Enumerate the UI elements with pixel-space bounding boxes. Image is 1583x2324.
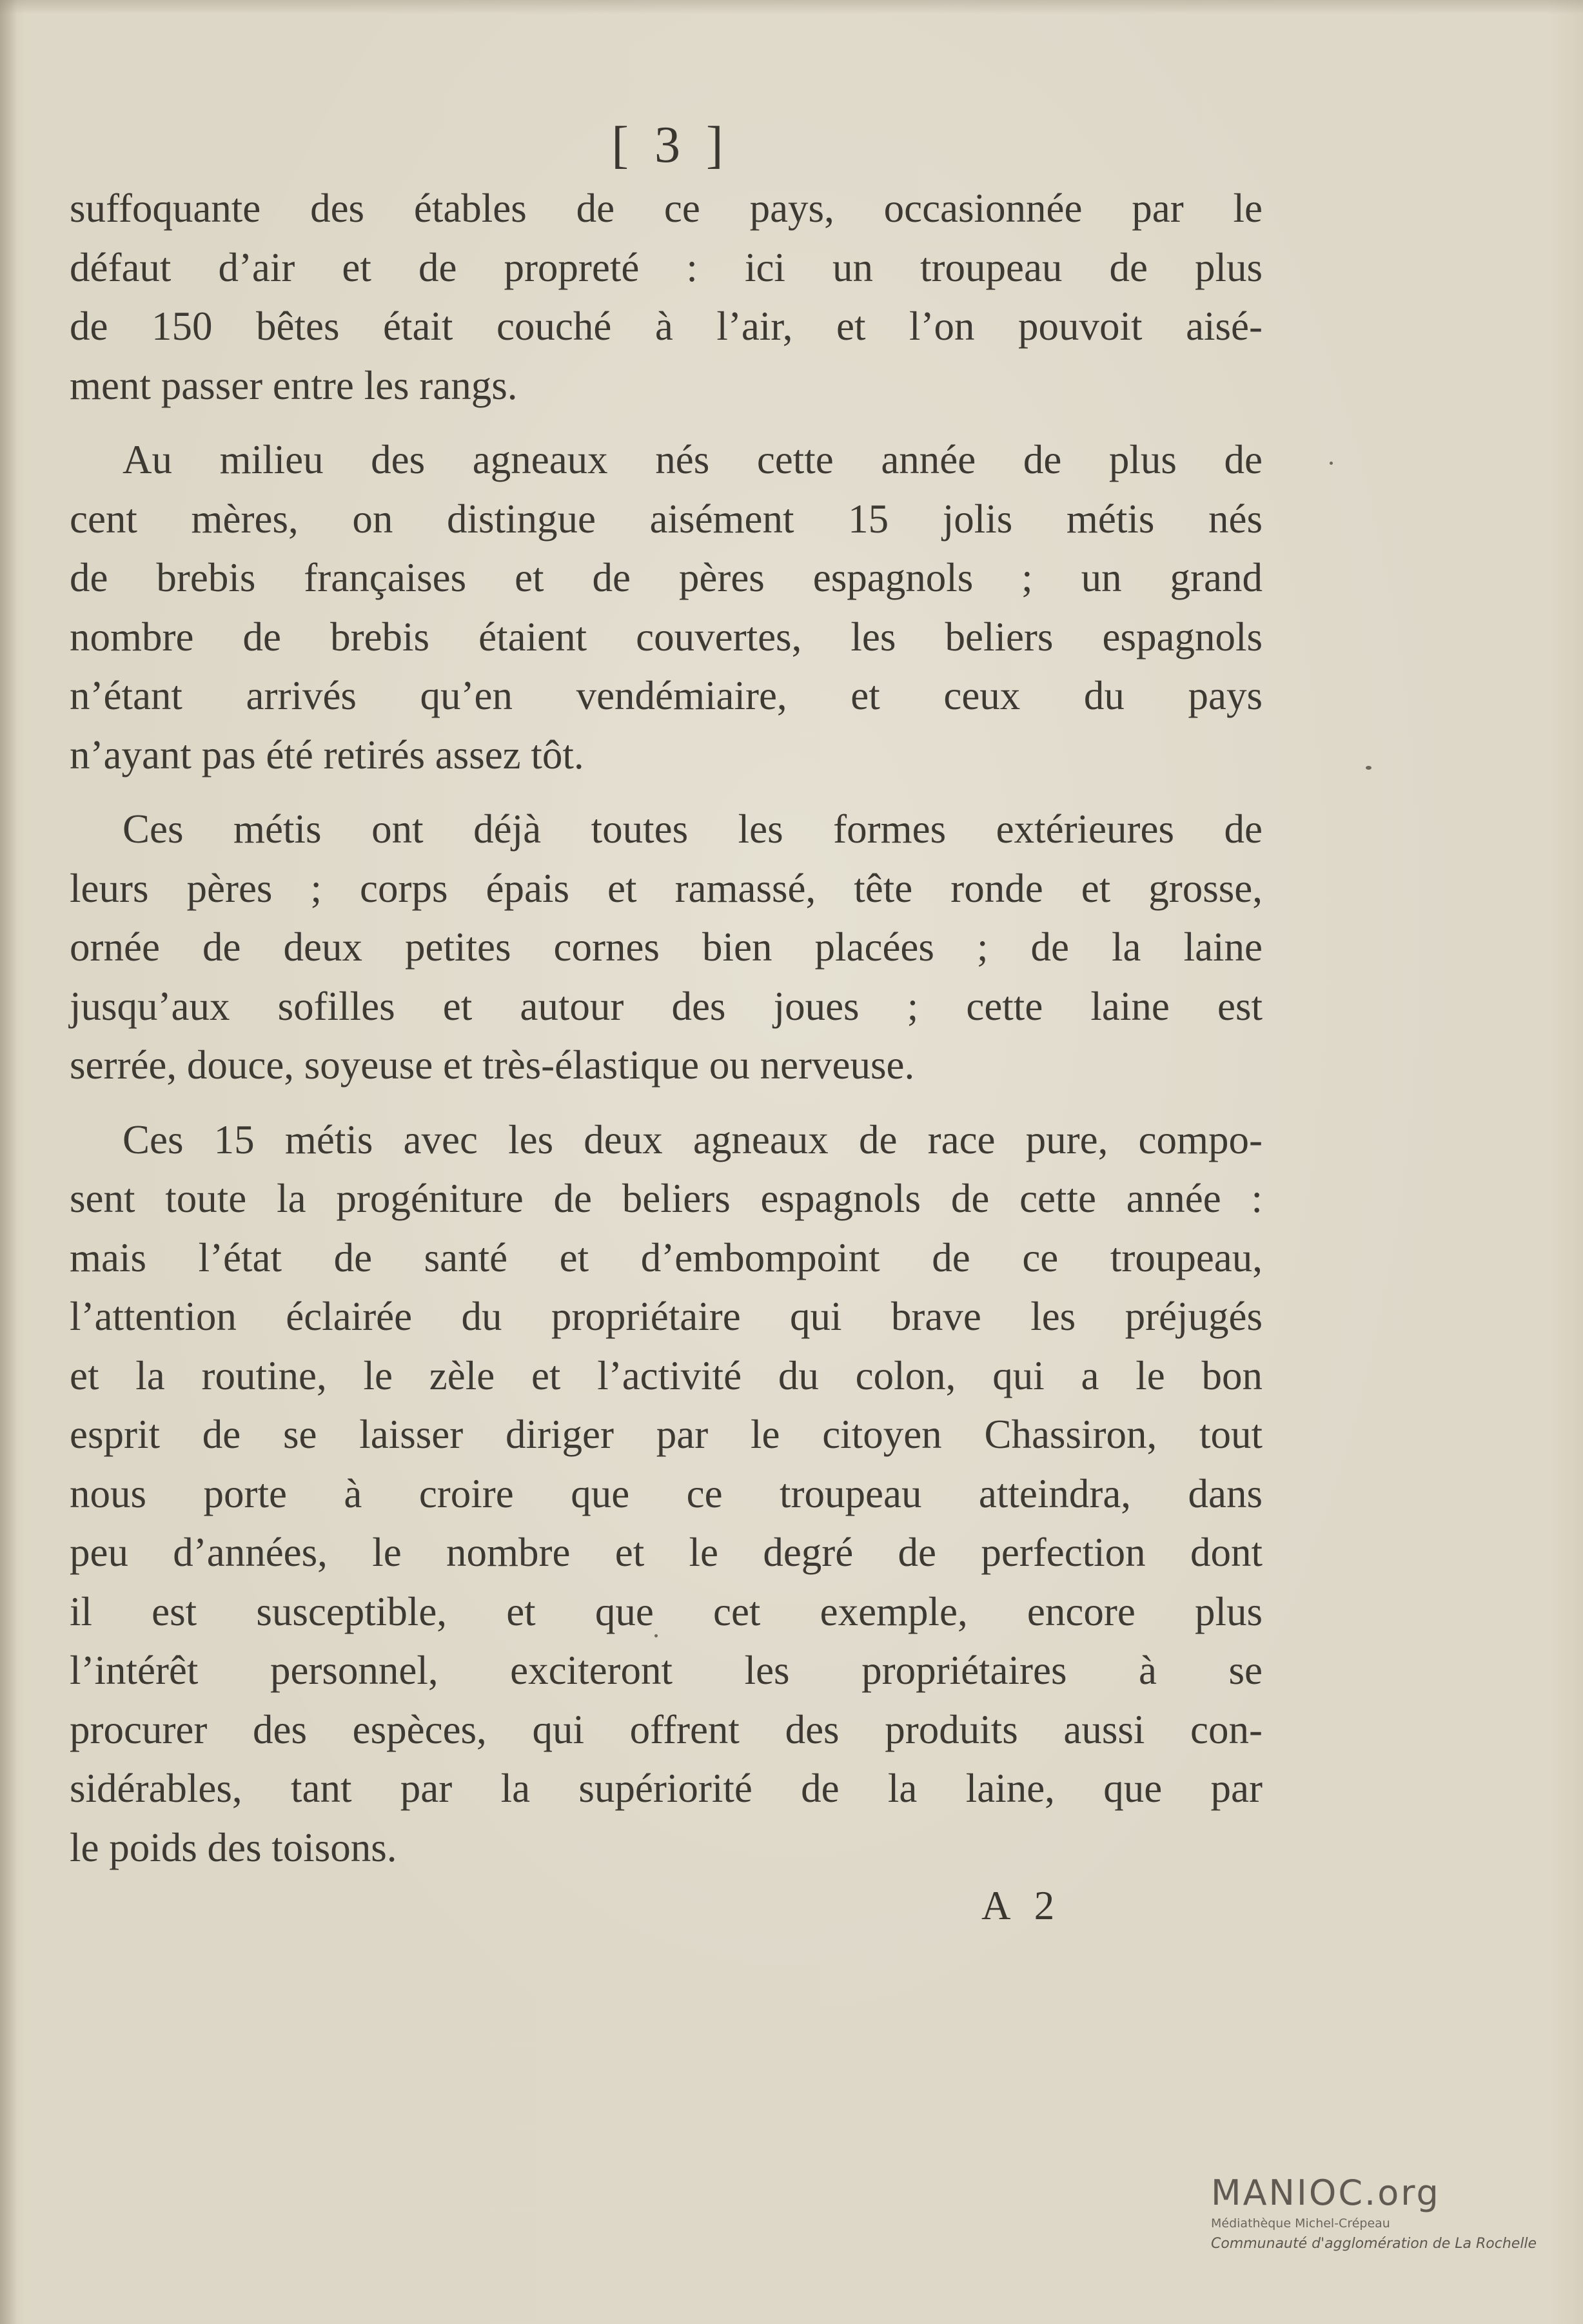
text-line: l’attention éclairée du propriétaire qui brave les préjugés (70, 1294, 1263, 1339)
watermark-institution: Médiathèque Michel-Crépeau (1211, 2216, 1390, 2231)
text-line: défaut d’air et de propreté : ici un troupeau de plus (70, 244, 1263, 290)
text-line: procurer des espèces, qui offrent des produits aussi con- (70, 1706, 1263, 1752)
page-top-edge (0, 0, 1583, 14)
text-line: jusqu’aux sofilles et autour des joues ; cette laine est (70, 983, 1263, 1029)
manioc-logo: MANIOC.org (1211, 2173, 1440, 2213)
text-line: et la routine, le zèle et l’activité du colon, qui a le bon (70, 1352, 1263, 1398)
text-line: peu d’années, le nombre et le degré de perfection dont (70, 1530, 1263, 1575)
text-line: de brebis françaises et de pères espagnols ; un grand (70, 555, 1263, 600)
text-line: suffoquante des étables de ce pays, occasionnée par le (70, 186, 1263, 231)
text-line: Ces 15 métis avec les deux agneaux de race pure, compo- (123, 1117, 1263, 1162)
text-line: cent mères, on distingue aisément 15 jolis métis nés (70, 496, 1263, 542)
body-text (70, 179, 1263, 1877)
paper-speck (654, 1634, 658, 1637)
text-line: leurs pères ; corps épais et ramassé, tête ronde et grosse, (70, 865, 1263, 911)
page-number: [ 3 ] (611, 117, 730, 173)
text-line: il est susceptible, et que cet exemple, encore plus (70, 1588, 1263, 1634)
signature-mark: A 2 (981, 1883, 1063, 1928)
text-line: Au milieu des agneaux nés cette année de plus de (123, 437, 1263, 482)
text-line: nombre de brebis étaient couvertes, les beliers espagnols (70, 614, 1263, 659)
text-line: le poids des toisons. (70, 1824, 397, 1870)
watermark-community: Communauté d'agglomération de La Rochelle (1211, 2236, 1537, 2252)
text-line: nous porte à croire que ce troupeau atteindra, dans (70, 1470, 1263, 1516)
paper-speck (1366, 766, 1372, 770)
text-line: n’étant arrivés qu’en vendémiaire, et ceux du pays (70, 673, 1263, 718)
text-line: l’intérêt personnel, exciteront les propriétaires à se (70, 1648, 1263, 1693)
paragraph-gap (70, 415, 1263, 431)
text-line: mais l’état de santé et d’embompoint de ce troupeau, (70, 1235, 1263, 1280)
text-line: sidérables, tant par la supériorité de la laine, que par (70, 1766, 1263, 1811)
text-line: sent toute la progéniture de beliers espagnols de cette année : (70, 1176, 1263, 1221)
text-line: serrée, douce, soyeuse et très-élastique ou nerveuse. (70, 1042, 915, 1088)
text-line: n’ayant pas été retirés assez tôt. (70, 732, 584, 777)
text-line: de 150 bêtes était couché à l’air, et l’on pouvoit aisé- (70, 304, 1263, 349)
manioc-watermark (1211, 2173, 1559, 2255)
text-line: ment passer entre les rangs. (70, 362, 518, 408)
paragraph-gap (70, 785, 1263, 800)
text-line: Ces métis ont déjà toutes les formes extérieures de (123, 806, 1263, 852)
paper-speck (1330, 462, 1333, 465)
paragraph-gap (70, 1095, 1263, 1111)
page-left-edge (0, 0, 17, 2324)
text-line: esprit de se laisser diriger par le citoyen Chassiron, tout (70, 1412, 1263, 1457)
text-line: ornée de deux petites cornes bien placées ; de la laine (70, 924, 1263, 970)
